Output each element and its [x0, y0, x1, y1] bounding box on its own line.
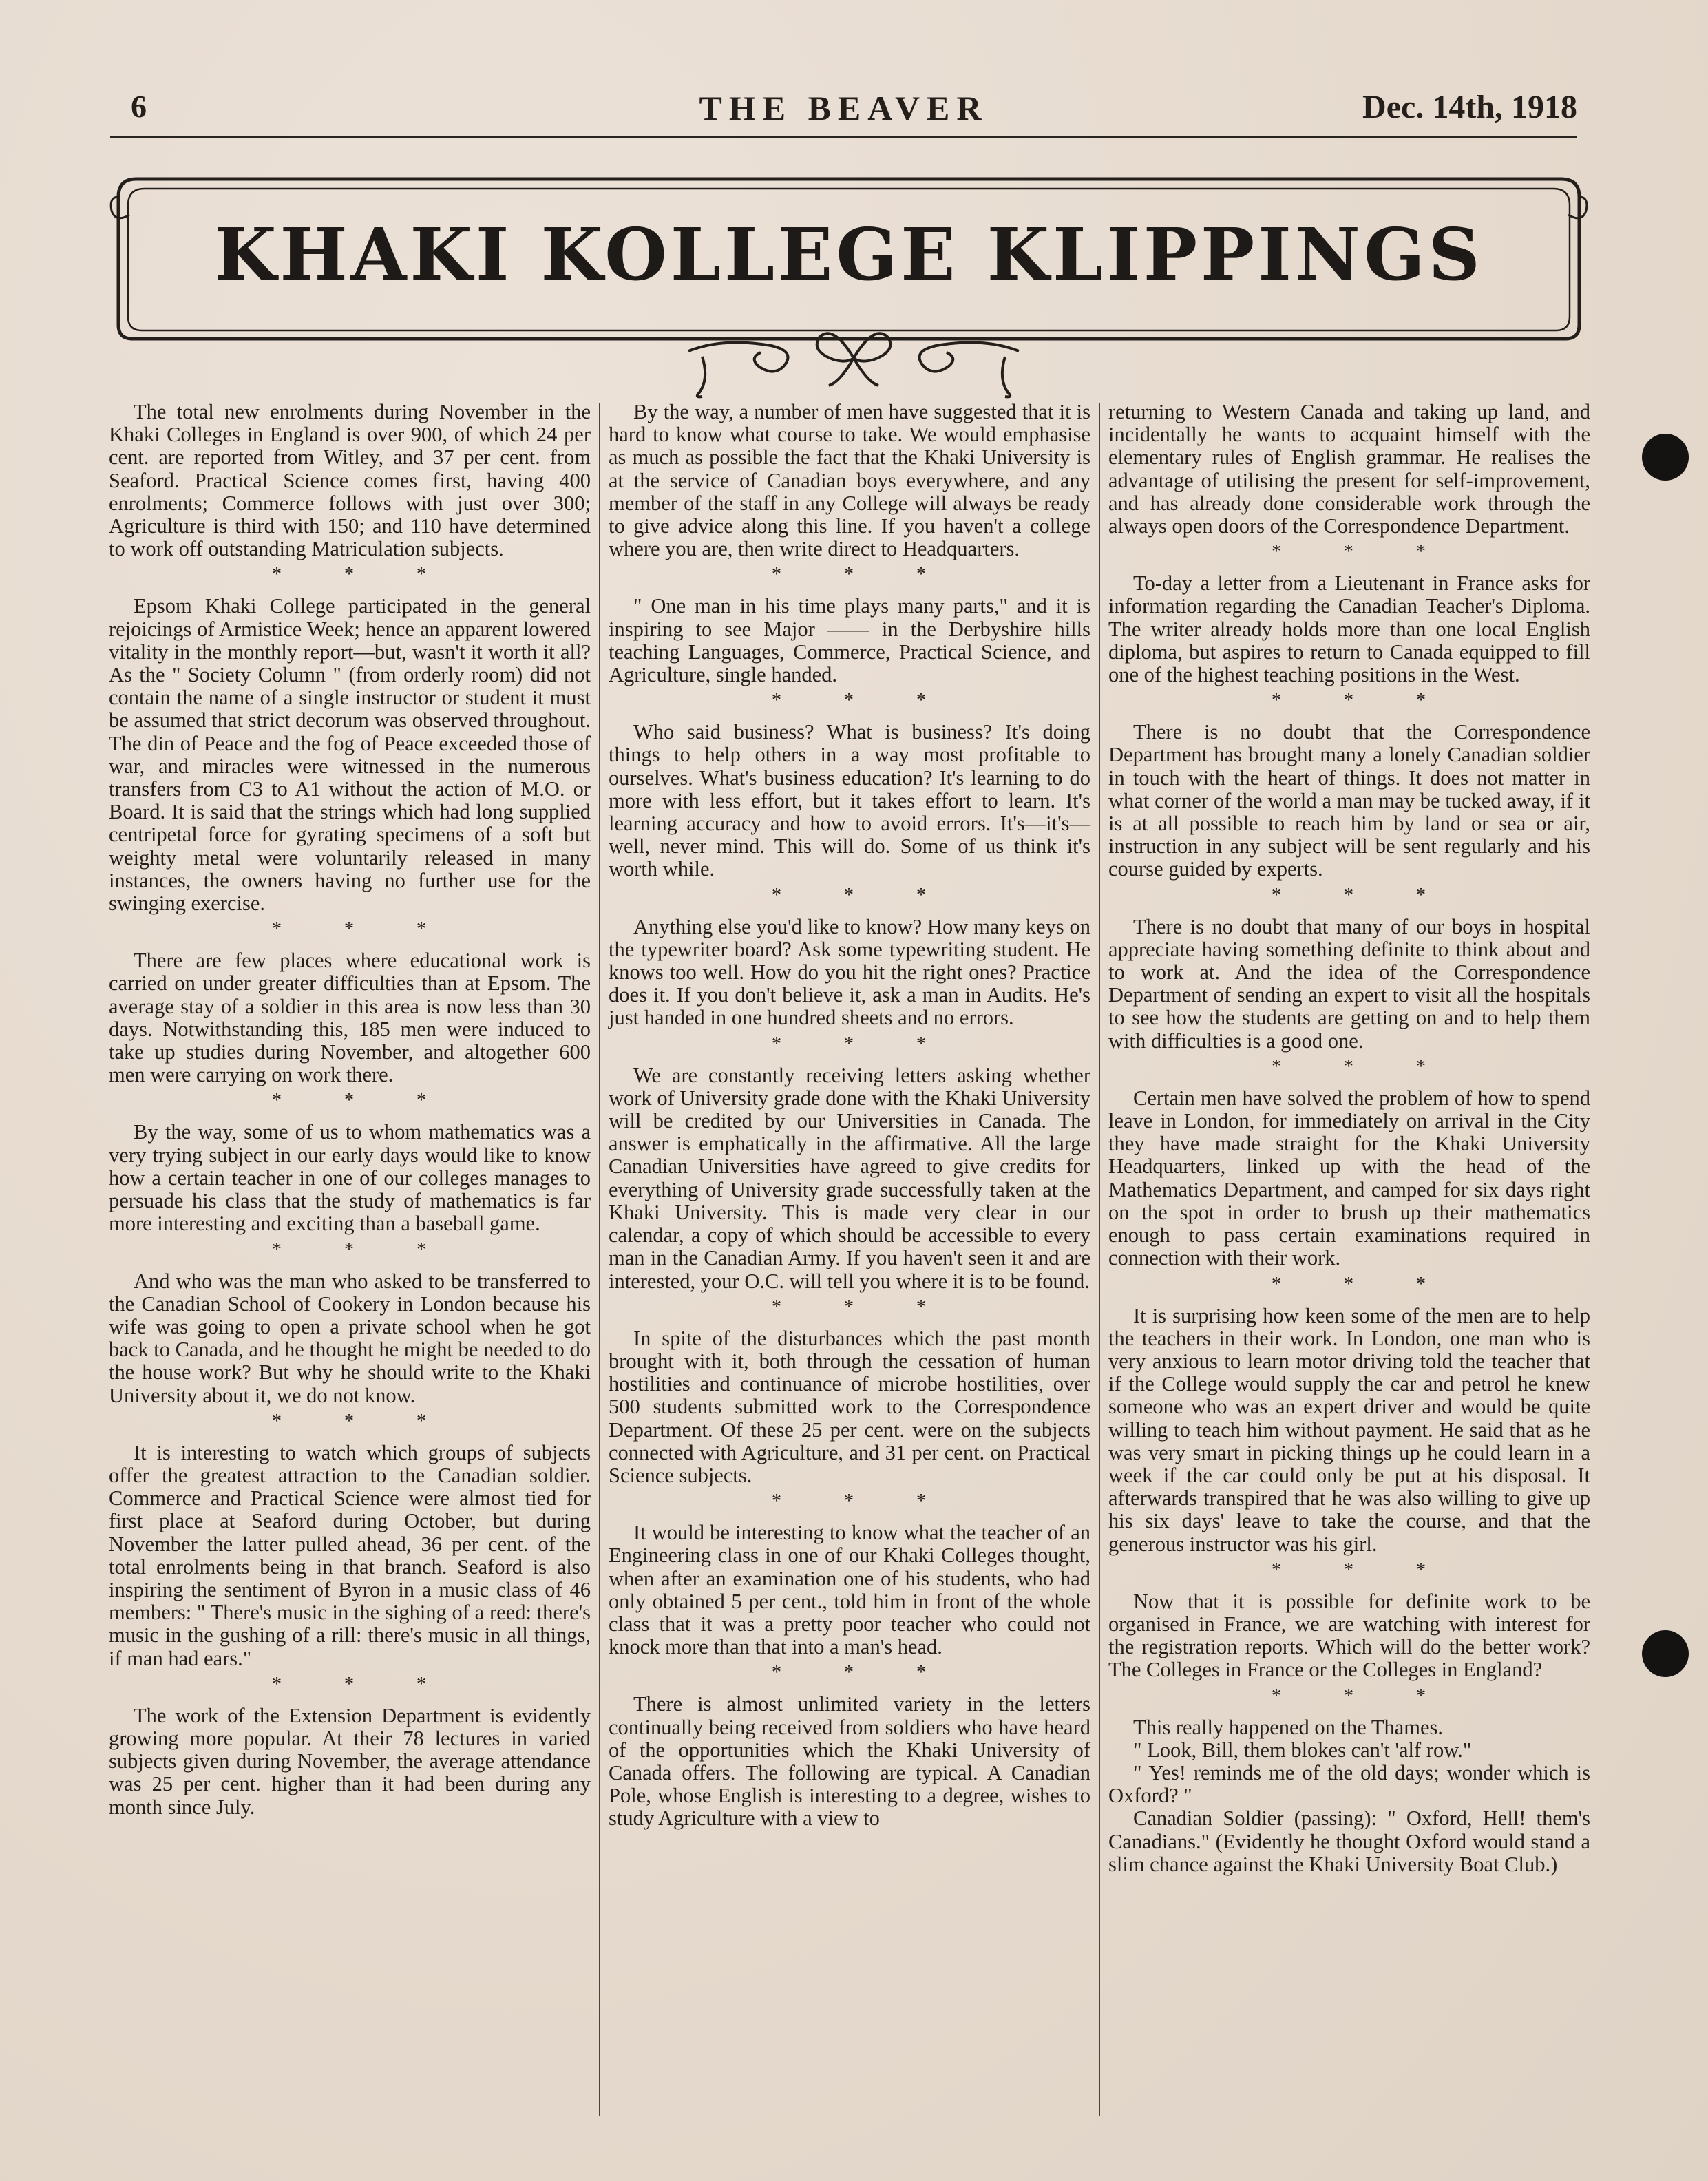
- article-paragraph: We are constantly receiving letters asking whether work of University grade done with the Khaki University will be credited by our Universities in Canada. The answer is emphatically in the affirmative. All the large Canadian Universities have agreed to give credits for everything of University grade successfully taken at the Khaki University. This is made very clear in our calendar, a copy of which should be accessible to every man in the Canadian Army. If you haven't seen it and are interested, your O.C. will tell you where it is to be found.: [609, 1063, 1090, 1293]
- article-paragraph: " Look, Bill, them blokes can't 'alf row.": [1133, 1738, 1472, 1762]
- item-separator: * * *: [1272, 541, 1455, 563]
- item-separator: * * *: [1272, 1055, 1455, 1077]
- item-separator: * * *: [772, 884, 955, 906]
- article-paragraph: Epsom Khaki College participated in the general rejoicings of Armistice Week; hence an apparent lowered vitality in the monthly report—but, wasn't it worth it all? As the " Society Column " (from orderly room) did not contain the name of a single instructor or student it must be assumed that strict decorum was observed throughout. The din of Peace and the fog of Peace exceeded those of war, and miracles were witnessed in the numerous transfers from C3 to A1 without the action of M.O. or Board. It is said that the strings which had long supplied centripetal force for gyrating specimens of a soft but weighty metal were voluntarily released in many instances, the owners having no further use for the swinging exercise.: [109, 594, 591, 916]
- article-paragraph: " One man in his time plays many parts," and it is inspiring to see Major —— in the Derbyshire hills teaching Languages, Commerce, Practical Science, and Agriculture, single handed.: [609, 594, 1090, 687]
- article-columns: [109, 401, 1594, 2122]
- article-paragraph: Canadian Soldier (passing): " Oxford, Hell! them's Canadians." (Evidently he thought Oxford would stand a slim chance against the Khaki University Boat Club.): [1108, 1806, 1590, 1876]
- article-paragraph: And who was the man who asked to be transferred to the Canadian School of Cookery in London because his wife was going to open a private school when he got back to Canada, and he thought he might be needed to do the house work? But why he should write to the Khaki University about it, we do not know.: [109, 1269, 591, 1407]
- item-separator: * * *: [772, 1033, 955, 1055]
- column-3: [1108, 401, 1590, 1876]
- item-separator: * * *: [1272, 1273, 1455, 1295]
- column-rule-1: [599, 403, 600, 2116]
- article-paragraph: The total new enrolments during November in the Khaki Colleges in England is over 900, of which 24 per cent. are reported from Witley, and 37 per cent. from Seaford. Practical Science comes first, having 400 enrolments; Commerce follows with just over 300; Agriculture is third with 150; and 110 have determined to work off outstanding Matriculation subjects.: [109, 400, 591, 561]
- item-separator: * * *: [772, 1296, 955, 1318]
- article-paragraph: " Yes! reminds me of the old days; wonder which is Oxford? ": [1108, 1760, 1590, 1808]
- article-paragraph: returning to Western Canada and taking up land, and incidentally he wants to acquaint himself with the elementary rules of English grammar. He realises the advantage of utilising the present for self-improvement, and has already done considerable work through the always open doors of the Correspondence Department.: [1108, 400, 1590, 538]
- article-paragraph: It is surprising how keen some of the men are to help the teachers in their work. In London, one man who is very anxious to learn motor driving told the teacher that if the College would supply the car and petrol he knew someone who was an expert driver and would be quite willing to teach him without payment. He said that as he was very smart in picking things up he could learn in a week if the car could only be put at his disposal. It afterwards transpired that he was also willing to give up his six days' leave to take the course, and that the generous instructor was his girl.: [1108, 1303, 1590, 1556]
- item-separator: * * *: [1272, 1685, 1455, 1707]
- binder-hole: [1642, 1630, 1689, 1677]
- article-paragraph: It is interesting to watch which groups of subjects offer the greatest attraction to the Canadian soldier. Commerce and Practical Science were almost tied for first place at Seaford during October, but during November the latter pulled ahead, 36 per cent. of the total enrolments being in that branch. Seaford is also inspiring the sentiment of Byron in a music class of 46 members: " There's music in the sighing of a reed: there's music in the gushing of a rill: there's music in all things, if man had ears.": [109, 1440, 591, 1670]
- header-rule: [110, 136, 1577, 138]
- column-rule-2: [1099, 403, 1100, 2116]
- item-separator: * * *: [272, 1410, 455, 1432]
- article-paragraph: Now that it is possible for definite work to be organised in France, we are watching with interest for the registration reports. Which will do the better work? The Colleges in France or the Colleges in England?: [1108, 1589, 1590, 1682]
- binder-hole: [1642, 434, 1689, 481]
- column-1: [109, 401, 591, 1819]
- item-separator: * * *: [772, 1662, 955, 1684]
- article-paragraph: It would be interesting to know what the teacher of an Engineering class in one of our Khaki Colleges thought, when after an examination one of his students, who had only obtained 5 per cent., told him in front of the whole class that it was a pretty poor teacher who could not knock more than that into a man's head.: [609, 1521, 1090, 1659]
- article-paragraph: By the way, a number of men have suggested that it is hard to know what course to take. We would emphasise as much as possible the fact that the Khaki University is at the service of Canadian boys everywhere, and any member of the staff in any College will always be ready to give advice along this line. If you haven't a college where you are, then write direct to Headquarters.: [609, 400, 1090, 561]
- item-separator: * * *: [1272, 1559, 1455, 1581]
- article-paragraph: Anything else you'd like to know? How many keys on the typewriter board? Ask some typewriting student. He knows too well. How do you hit the right ones? Practice does it. If you don't believe it, ask a man in Audits. He's just handed in one hundred sheets and no errors.: [609, 914, 1090, 1030]
- article-paragraph: This really happened on the Thames.: [1133, 1715, 1444, 1739]
- article-paragraph: There is no doubt that many of our boys in hospital appreciate having something definite to think about and to work at. And the idea of the Correspondence Department of sending an expert to visit all the hospitals to see how the students are getting on and to help them with difficulties is a good one.: [1108, 914, 1590, 1053]
- publication-title: THE BEAVER: [699, 89, 989, 127]
- article-paragraph: Who said business? What is business? It's doing things to help others in a way most profitable to ourselves. What's business education? It's learning to do more with less effort, but it takes effort to learn. It's learning accuracy and how to avoid errors. It's—it's—well, never mind. This will do. Some of us think it's worth while.: [609, 720, 1090, 881]
- article-paragraph: There is almost unlimited variety in the letters continually being received from soldiers who have heard of the opportunities which the Khaki University of Canada offers. The following are typical. A Canadian Pole, whose English is interesting to a degree, wishes to study Agriculture with a view to: [609, 1692, 1090, 1831]
- running-header: [110, 88, 1577, 129]
- article-paragraph: There are few places where educational work is carried on under greater difficulties than at Epsom. The average stay of a soldier in this area is now less than 30 days. Notwithstanding this, 185 men were induced to take up studies during November, and altogether 600 men were carrying on work there.: [109, 949, 591, 1087]
- item-separator: * * *: [272, 918, 455, 940]
- column-2: [609, 401, 1090, 1831]
- item-separator: * * *: [272, 1239, 455, 1261]
- item-separator: * * *: [772, 564, 955, 586]
- item-separator: * * *: [1272, 690, 1455, 712]
- item-separator: * * *: [272, 564, 455, 586]
- article-paragraph: Certain men have solved the problem of how to spend leave in London, for immediately on arrival in the City they have made straight for the Khaki University Headquarters, linked up with the head of the Mathematics Department, and camped for six days right on the spot in order to brush up their mathematics enough to pass certain examinations required in connection with their work.: [1108, 1086, 1590, 1270]
- item-separator: * * *: [272, 1090, 455, 1112]
- item-separator: * * *: [272, 1673, 455, 1695]
- article-paragraph: There is no doubt that the Correspondence Department has brought many a lonely Canadian soldier in touch with the heart of things. It does not matter in what corner of the world a man may be tucked away, if it is at all possible to reach him by land or sea or air, instruction in any subject will be sent regularly and his course guided by experts.: [1108, 720, 1590, 881]
- page-number: 6: [131, 89, 147, 124]
- article-paragraph: To-day a letter from a Lieutenant in France asks for information regarding the Canadian Teacher's Diploma. The writer already holds more than one local English diploma, but aspires to return to Canada equipped to fill one of the highest teaching positions in the West.: [1108, 571, 1590, 687]
- article-paragraph: In spite of the disturbances which the past month brought with it, both through the cessation of human hostilities and continuance of microbe hostilities, over 500 students submitted work to the Correspondence Department. Of these 25 per cent. were on the subjects connected with Agriculture, and 31 per cent. on Practical Science subjects.: [609, 1326, 1090, 1487]
- item-separator: * * *: [772, 690, 955, 712]
- issue-date: Dec. 14th, 1918: [1362, 89, 1577, 125]
- scroll-ornament: [682, 317, 1026, 399]
- article-paragraph: The work of the Extension Department is evidently growing more popular. At their 78 lectures in varied subjects given during November, the average attendance was 25 per cent. higher than it had been during any month since July.: [109, 1703, 591, 1819]
- article-paragraph: By the way, some of us to whom mathematics was a very trying subject in our early days would like to know how a certain teacher in one of our colleges manages to persuade his class that the study of mathematics is far more interesting and exciting than a baseball game.: [109, 1120, 591, 1236]
- item-separator: * * *: [772, 1490, 955, 1513]
- headline-title: KHAKI KOLLEGE KLIPPINGS: [214, 212, 1484, 297]
- item-separator: * * *: [1272, 884, 1455, 906]
